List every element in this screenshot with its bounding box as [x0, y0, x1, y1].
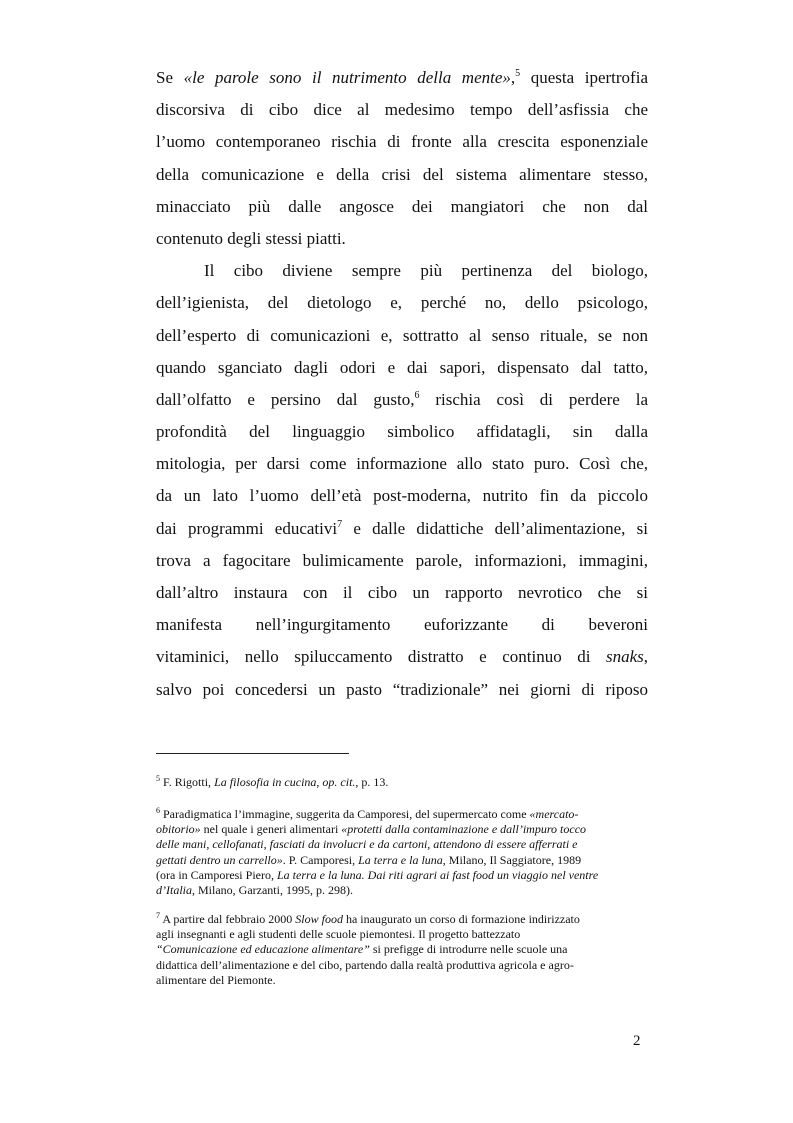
text-line: dell’esperto di comunicazioni e, sottratto al senso rituale, se non	[156, 325, 648, 345]
text-line: trova a fagocitare bulimicamente parole, informazioni, immagini,	[156, 550, 648, 570]
text-line: vitaminici, nello spiluccamento distratto e continuo di snaks,	[156, 647, 648, 667]
footnote-ref-5[interactable]: 5	[515, 68, 521, 79]
text-line: Se «le parole sono il nutrimento della mente»,$^5$ questa ipertrofia	[156, 68, 648, 87]
footnote-ref-7[interactable]: 7	[337, 518, 343, 530]
footnote-5: $^5$ F. Rigotti, La filosofia in cucina, op. cit., p. 13.	[156, 774, 389, 789]
text-line: contenuto degli stessi piatti.	[156, 228, 346, 248]
text-line: Il cibo diviene sempre più pertinenza del biologo,	[204, 261, 648, 281]
text-line: l’uomo contemporaneo rischia di fronte alla crescita esponenziale	[156, 132, 648, 152]
footnote-ref-6[interactable]: 6	[414, 389, 420, 401]
text-line: manifesta nell’ingurgitamento euforizzante di beveroni	[156, 615, 648, 635]
text-line: mitologia, per darsi come informazione allo stato puro. Così che,	[156, 454, 648, 474]
main-text	[156, 62, 648, 706]
text-line: salvo poi concedersi un pasto “tradizionale” nei giorni di riposo	[156, 679, 648, 699]
page-number: 2	[633, 1033, 641, 1049]
footnote-7: $^7$ A partire dal febbraio 2000 Slow food ha inaugurato un corso di formazione indirizzato agli insegnanti e agli studenti delle scuole piemontesi. Il progetto battezzato “Comunicazione ed educazione alimentare” si prefigge di introdurre nelle scuole una didattica dell’alimentazione e del cibo, partendo dalla realtà produttiva agricola e agro- alimentare del Piemonte.	[156, 911, 580, 987]
footnote-6: $^6$ Paradigmatica l’immagine, suggerita da Camporesi, del supermercato come «mercato- obitorio» nel quale i generi alimentari «protetti dalla contaminazione e dall’impuro tocco delle mani, cellofanati, fasciati da involucri e da cartoni, attendono di essere afferrati e gettati dentro un carrello». P. Camporesi, La terra e la luna, Milano, Il Saggiatore, 1989 (ora in Camporesi Piero, La terra e la luna. Dai riti agrari ai fast food un viaggio nel ventre d’Italia, Milano, Garzanti, 1995, p. 298).	[156, 806, 599, 897]
text-line: dai programmi educativi$^7$ e dalle didattiche dell’alimentazione, si	[156, 518, 648, 538]
text-line: della comunicazione e della crisi del sistema alimentare stesso,	[156, 164, 648, 184]
text-line: dell’igienista, del dietologo e, perché no, dello psicologo,	[156, 293, 648, 313]
text-line: discorsiva di cibo dice al medesimo tempo dell’asfissia che	[156, 100, 648, 120]
text-line: quando sganciato dagli odori e dai sapori, dispensato dal tatto,	[156, 357, 648, 377]
footnote-separator	[156, 753, 349, 754]
text-line: da un lato l’uomo dell’età post-moderna, nutrito fin da piccolo	[156, 486, 648, 506]
text-line: minacciato più dalle angosce dei mangiatori che non dal	[156, 196, 648, 216]
text-line: dall’altro instaura con il cibo un rapporto nevrotico che si	[156, 583, 648, 602]
text-line: dall’olfatto e persino dal gusto,$^6$ rischia così di perdere la	[156, 389, 648, 409]
quote: «le parole sono il nutrimento della mente»	[183, 68, 511, 87]
text-line: profondità del linguaggio simbolico affidatagli, sin dalla	[156, 422, 648, 442]
